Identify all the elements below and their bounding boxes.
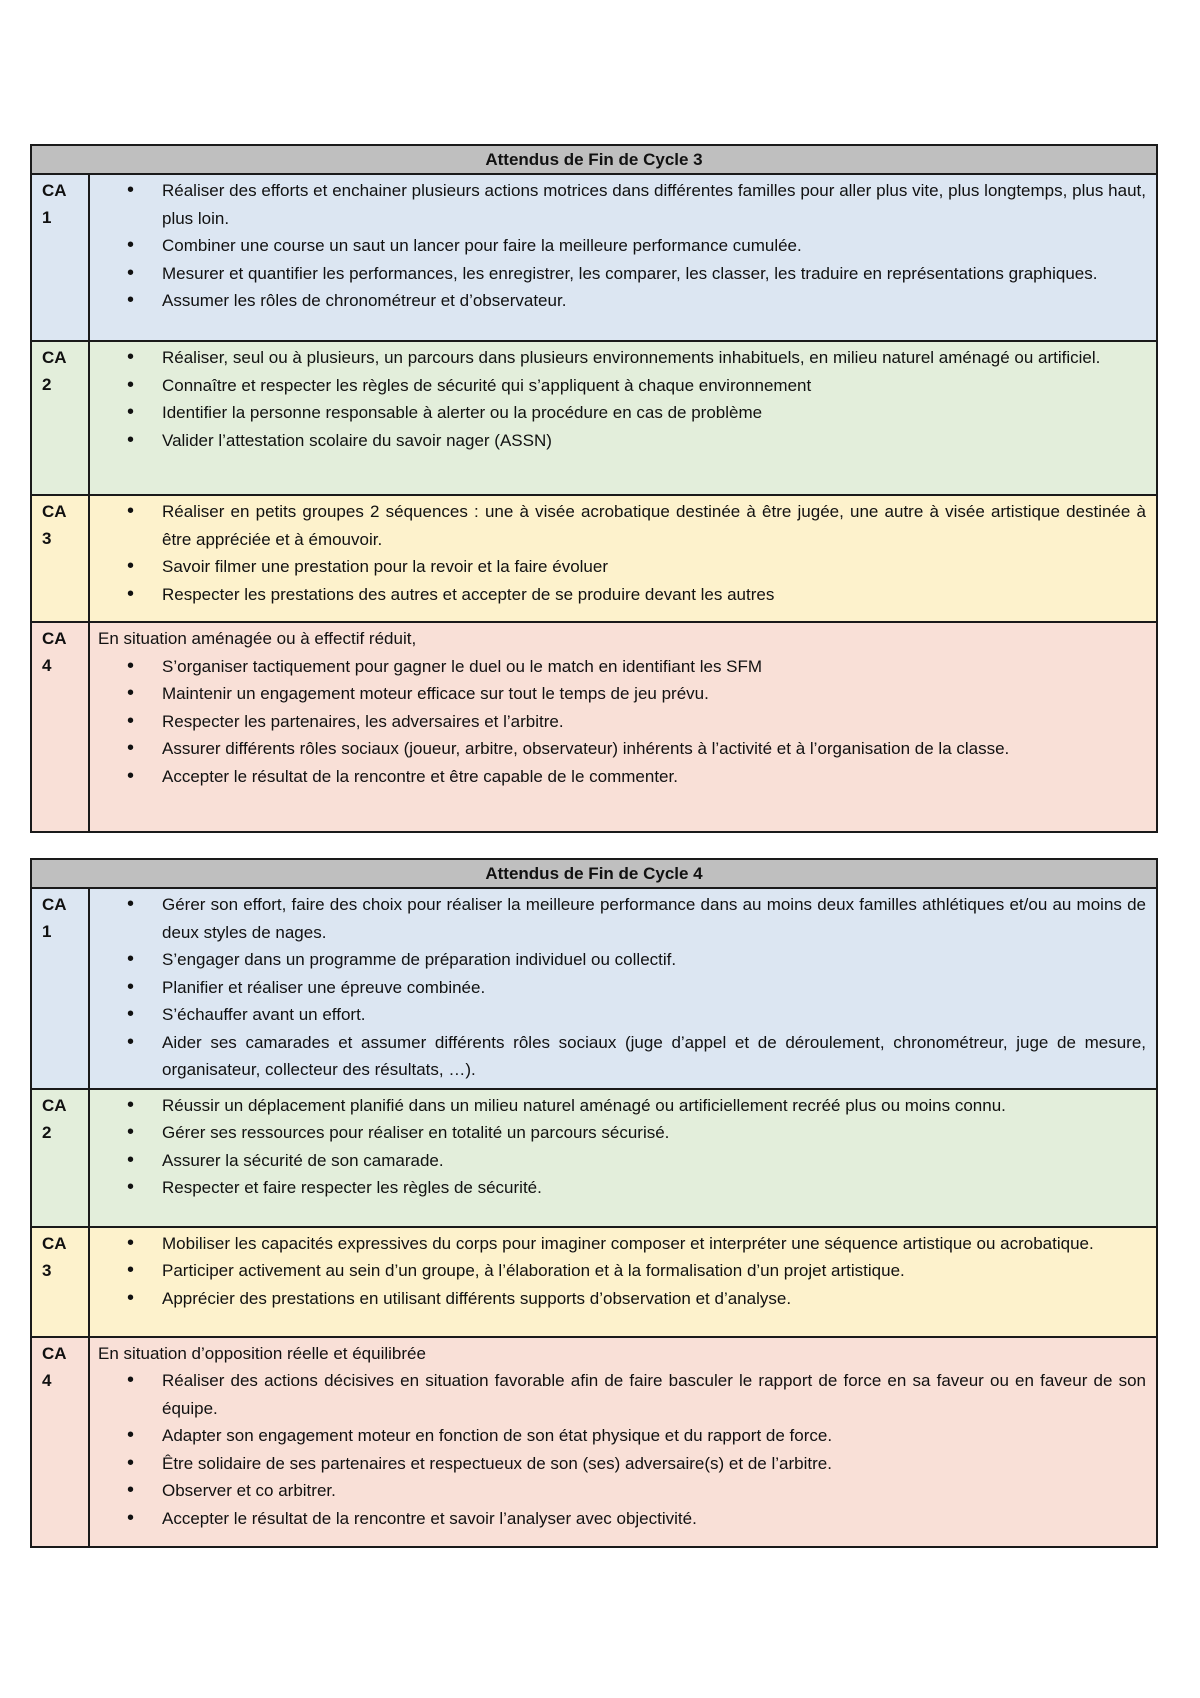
list-item: • S’engager dans un programme de préparation individuel ou collectif. [98, 946, 1146, 974]
list-item: • Assurer la sécurité de son camarade. [98, 1147, 1146, 1175]
cycle-4-row-ca2 [31, 1089, 1157, 1227]
cycle-4-row-ca3 [31, 1227, 1157, 1337]
ca-number: 1 [42, 922, 52, 941]
competency-list [98, 653, 1146, 791]
list-item: • Accepter le résultat de la rencontre et être capable de le commenter. [98, 763, 1146, 791]
ca-label: CA [42, 1343, 67, 1363]
list-item: • Participer activement au sein d’un groupe, à l’élaboration et à la formalisation d’un projet artistique. [98, 1257, 1146, 1285]
list-item: • Assurer différents rôles sociaux (joueur, arbitre, observateur) inhérents à l’activité et à l’organisation de la classe. [98, 735, 1146, 763]
ca-number: 1 [42, 208, 52, 227]
cycle-3-row-ca4 [31, 622, 1157, 832]
list-item: • Observer et co arbitrer. [98, 1477, 1146, 1505]
competency-list [98, 1367, 1146, 1532]
list-item: • Réaliser des actions décisives en situation favorable afin de faire basculer le rapport de force en sa faveur ou en faveur de son équipe. [98, 1367, 1146, 1422]
cycle-3-row-ca1 [31, 174, 1157, 341]
list-item: • Valider l’attestation scolaire du savoir nager (ASSN) [98, 427, 1146, 455]
list-item: • Gérer son effort, faire des choix pour réaliser la meilleure performance dans au moins deux familles athlétiques et/ou au moins de deux styles de nages. [98, 891, 1146, 946]
list-item: • Respecter les prestations des autres et accepter de se produire devant les autres [98, 581, 1146, 609]
list-item: • Identifier la personne responsable à alerter ou la procédure en cas de problème [98, 399, 1146, 427]
ca-label: CA [42, 181, 67, 200]
competency-list [98, 1092, 1146, 1202]
list-item: • Respecter et faire respecter les règles de sécurité. [98, 1174, 1146, 1202]
list-item: • Respecter les partenaires, les adversaires et l’arbitre. [98, 708, 1146, 736]
ca-label: CA [42, 895, 67, 914]
ca-number: 2 [42, 1122, 52, 1142]
list-item: • Être solidaire de ses partenaires et respectueux de son (ses) adversaire(s) et de l’arbitre. [98, 1450, 1146, 1478]
list-item: • Combiner une course un saut un lancer pour faire la meilleure performance cumulée. [98, 232, 1146, 260]
ca-label: CA [42, 348, 67, 367]
list-item: • Maintenir un engagement moteur efficace sur tout le temps de jeu prévu. [98, 680, 1146, 708]
list-item: • Réaliser, seul ou à plusieurs, un parcours dans plusieurs environnements inhabituels, en milieu naturel aménagé ou artificiel. [98, 344, 1146, 372]
list-item: • S’échauffer avant un effort. [98, 1001, 1146, 1029]
list-item: • S’organiser tactiquement pour gagner le duel ou le match en identifiant les SFM [98, 653, 1146, 681]
competency-list [98, 498, 1146, 608]
list-item: • Réussir un déplacement planifié dans un milieu naturel aménagé ou artificiellement recréé plus ou moins connu. [98, 1092, 1146, 1120]
list-item: • Apprécier des prestations en utilisant différents supports d’observation et d’analyse. [98, 1285, 1146, 1313]
list-item: • Mobiliser les capacités expressives du corps pour imaginer composer et interpréter une séquence artistique ou acrobatique. [98, 1230, 1146, 1258]
cycle-4-row-ca1 [31, 888, 1157, 1089]
ca-label: CA [42, 1233, 67, 1253]
row-intro: En situation d’opposition réelle et équilibrée [98, 1343, 426, 1363]
list-item: • Adapter son engagement moteur en fonction de son état physique et du rapport de force. [98, 1422, 1146, 1450]
cycle-3-title: Attendus de Fin de Cycle 3 [31, 145, 1157, 174]
list-item: • Réaliser des efforts et enchainer plusieurs actions motrices dans différentes familles pour aller plus vite, plus longtemps, plus haut, plus loin. [98, 177, 1146, 232]
list-item: • Gérer ses ressources pour réaliser en totalité un parcours sécurisé. [98, 1119, 1146, 1147]
list-item: • Savoir filmer une prestation pour la revoir et la faire évoluer [98, 553, 1146, 581]
cycle-4-row-ca4 [31, 1337, 1157, 1547]
cycle-4-title: Attendus de Fin de Cycle 4 [31, 859, 1157, 888]
list-item: • Mesurer et quantifier les performances, les enregistrer, les comparer, les classer, les traduire en représentations graphiques. [98, 260, 1146, 288]
cycle-3-row-ca3 [31, 495, 1157, 622]
competency-list [98, 1230, 1146, 1313]
cycle-3-row-ca2 [31, 341, 1157, 495]
ca-number: 3 [42, 529, 52, 548]
ca-label: CA [42, 629, 67, 648]
list-item: • Assumer les rôles de chronométreur et d’observateur. [98, 287, 1146, 315]
ca-number: 2 [42, 375, 52, 394]
ca-number: 4 [42, 1370, 52, 1390]
row-intro: En situation aménagée ou à effectif réduit, [98, 629, 417, 648]
list-item: • Accepter le résultat de la rencontre et savoir l’analyser avec objectivité. [98, 1505, 1146, 1533]
list-item: • Réaliser en petits groupes 2 séquences : une à visée acrobatique destinée à être jugée, une autre à visée artistique destinée à être appréciée et à émouvoir. [98, 498, 1146, 553]
ca-label: CA [42, 1095, 67, 1115]
cycle-3-table [30, 144, 1158, 833]
competency-list [98, 344, 1146, 454]
ca-label: CA [42, 502, 67, 521]
list-item: • Planifier et réaliser une épreuve combinée. [98, 974, 1146, 1002]
ca-number: 3 [42, 1260, 52, 1280]
competency-list [98, 891, 1146, 1084]
list-item: • Connaître et respecter les règles de sécurité qui s’appliquent à chaque environnement [98, 372, 1146, 400]
ca-number: 4 [42, 656, 52, 675]
cycle-4-table [30, 858, 1158, 1548]
list-item: • Aider ses camarades et assumer différents rôles sociaux (juge d’appel et de déroulement, chronométreur, juge de mesure, organisateur, collecteur des résultats, …). [98, 1029, 1146, 1084]
competency-list [98, 177, 1146, 315]
